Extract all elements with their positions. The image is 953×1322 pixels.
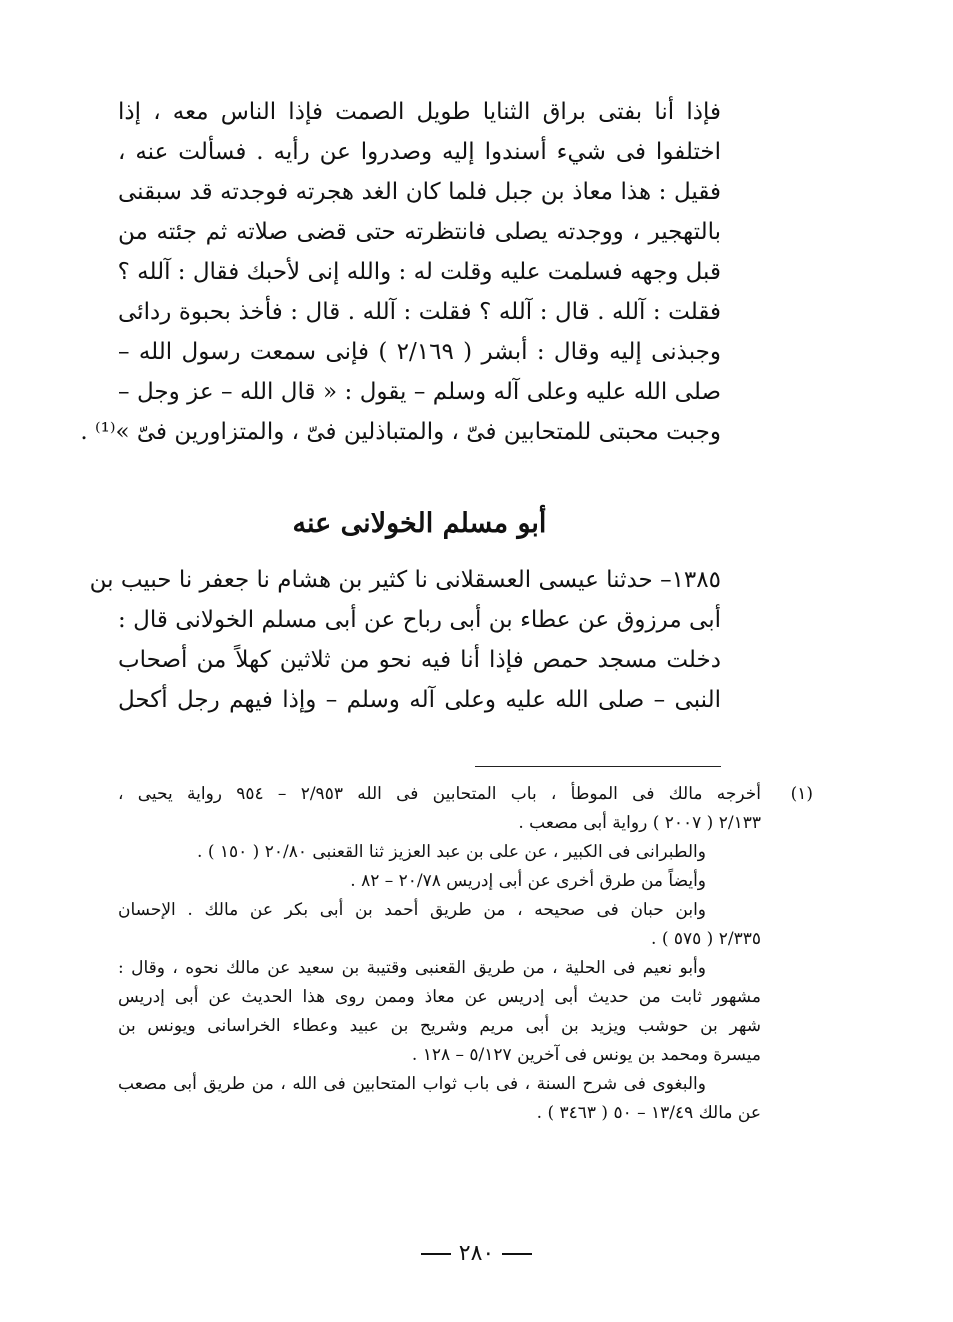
text-line: وجبذنى إليه وقال : أبشر ( ٢/١٦٩ ) فإنى سمعت رسول الله – [118,339,721,365]
footnotes-block [118,780,761,1128]
main-text-block [80,92,721,452]
text-line: وجبت محبتى للمتحابين فىّ ، والمتباذلين فىّ ، والمتزاورين فىّ »⁽¹⁾ . [80,419,721,445]
page-number: ٢٨٠ [458,1241,495,1266]
hadith-block [89,560,721,720]
hadith-line: النبى – صلى الله عليه وعلى آله وسلم – وإذا فيهم رجل أكحل [118,687,721,713]
page-number-dash [421,1253,451,1255]
footnote-line: ميسرة ومحمد بن يونس فى آخرين ٥/١٢٧ – ١٢٨ . [411,1045,761,1065]
text-line: فقيل : هذا معاذ بن جبل فلما كان الغد هجرته فوجدته قد سبقنى [118,179,721,205]
text-line: صلى الله عليه وعلى آله وسلم – يقول : « قال الله – عز وجل – [118,379,721,405]
section-heading: أبو مسلم الخولانى عنه [292,508,547,539]
footnote-marker: (١) [790,784,813,804]
text-line: قبل وجهه فسلمت عليه وقلت له : والله إنى لأحبك فقال : آلله ؟ [117,259,721,285]
footnote-line: أخرجه مالك فى الموطأ ، باب المتحابين فى الله ٢/٩٥٣ – ٩٥٤ رواية يحيى ، [118,784,762,804]
hadith-line: أبى مرزوق عن عطاء بن أبى رباح عن أبى مسلم الخولانى قال : [118,607,721,633]
footnote-line: وأبو نعيم فى الحلية ، من طريق القعنبى وقتيبة بن سعيد عن مالك نحوه ، وقال : [118,958,706,978]
text-line: اختلفوا فى شيء أسندوا إليه وصدروا عن رأيه . فسألت عنه ، [118,139,721,165]
hadith-line: دخلت مسجد حمص فإذا أنا فيه نحو من ثلاثين كهلاً من أصحاب [118,647,721,673]
page-number-dash [502,1253,532,1255]
page-number-footer [0,1236,953,1272]
footnote-line: عن مالك ١٣/٤٩ – ٥٠ ( ٣٤٦٣ ) . [536,1103,761,1123]
footnote-line: ٢/٣٣٥ ( ٥٧٥ ) . [651,929,761,949]
footnote-line: مشهور ثابت من حديث أبى إدريس عن معاذ وممن روى هذا الحديث عن أبى إدريس [118,987,761,1007]
text-line: فقلت : آلله . قال : آلله ؟ فقلت : آلله . قال : فأخذ بحبوة ردائى [118,299,721,325]
text-line: بالتهجير ، ووجدته يصلى فانتظرته حتى قضى صلاته ثم جئته من [118,219,721,245]
footnote-divider [475,766,721,767]
footnote-line: ٢/١٣٣ ( ٢٠٠٧ ) رواية أبى مصعب . [518,813,761,833]
footnote-line: وأيضاً من طرق أخرى عن أبى إدريس ٢٠/٧٨ – ٨٢ . [350,871,706,891]
footnote-line: وابن حبان فى صحيحه ، من طريق أحمد بن أبى بكر عن مالك . الإحسان [118,900,706,920]
footnote-line: والطبرانى فى الكبير ، عن على بن عبد العزيز ثنا القعنبى ٢٠/٨٠ ( ١٥٠ ) . [197,842,706,862]
footnote-line: شهر بن حوشب ويزيد بن أبى مريم وشريح بن عبيد وعطاء الخراسانى ويونس بن [118,1016,761,1036]
hadith-line: ١٣٨٥– حدثنا عيسى العسقلانى نا كثير بن هشام نا جعفر نا حبيب بن [89,567,721,593]
footnote-line: والبغوى فى شرح السنة ، فى باب ثواب المتحابين فى الله ، من طريق أبى مصعب [118,1074,706,1094]
text-line: فإذا أنا بفتى براق الثنايا طويل الصمت فإذا الناس معه ، إذا [118,99,721,125]
